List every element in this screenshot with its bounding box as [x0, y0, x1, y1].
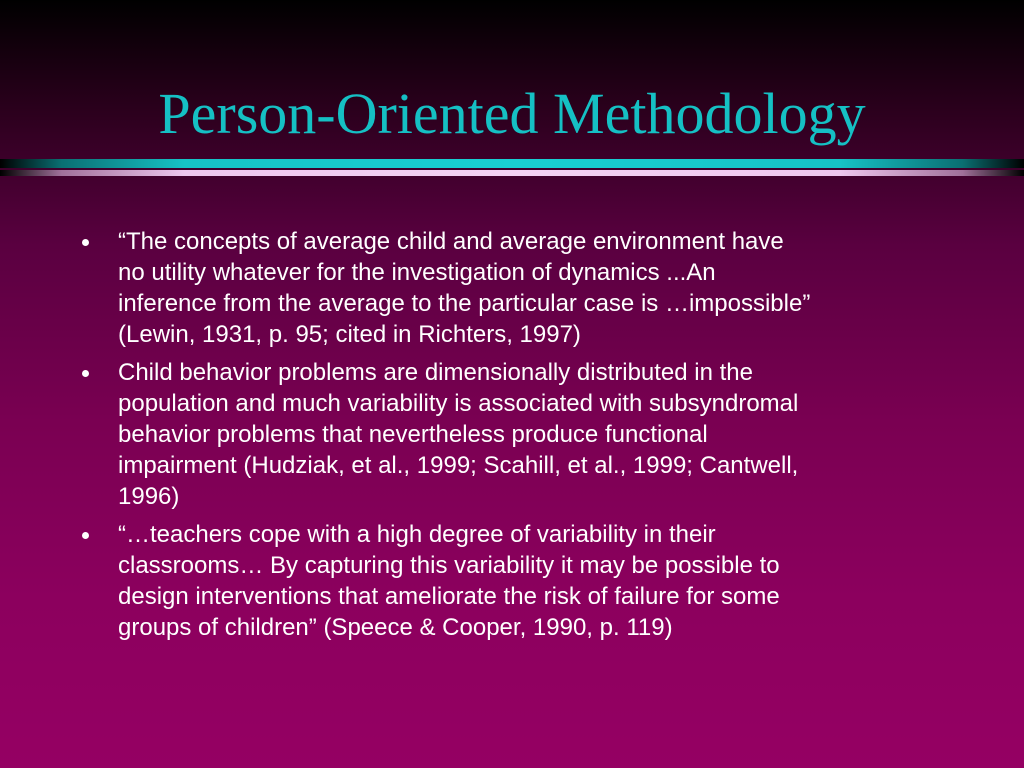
title-divider-pink	[0, 170, 1024, 176]
bullet-line: behavior problems that nevertheless produce functional	[118, 421, 708, 448]
bullet-line: Child behavior problems are dimensionally distributed in the	[118, 359, 754, 386]
bullet-line: “…teachers cope with a high degree of variability in their	[118, 521, 716, 548]
bullet-line: “The concepts of average child and average environment have	[118, 228, 784, 255]
bullet-item-behavior-problems	[78, 357, 968, 512]
bullet-line: (Lewin, 1931, p. 95; cited in Richters, 1997)	[118, 321, 581, 348]
bullet-dot-icon	[82, 239, 89, 246]
slide-title: Person-Oriented Methodology	[158, 81, 866, 146]
bullet-item-speece-quote	[78, 519, 968, 643]
bullet-line: 1996)	[118, 483, 180, 510]
bullet-line: population and much variability is associated with subsyndromal	[118, 390, 799, 417]
bullet-line: classrooms… By capturing this variability it may be possible to	[118, 552, 780, 579]
bullet-line: design interventions that ameliorate the risk of failure for some	[118, 583, 780, 610]
bullet-list	[78, 226, 968, 650]
bullet-line: inference from the average to the particular case is …impossible”	[118, 290, 811, 317]
bullet-line: groups of children” (Speece & Cooper, 1990, p. 119)	[118, 614, 673, 641]
title-divider-teal	[0, 159, 1024, 168]
bullet-dot-icon	[82, 370, 89, 377]
bullet-line: no utility whatever for the investigation of dynamics ...An	[118, 259, 716, 286]
bullet-item-lewin-quote	[78, 226, 968, 350]
bullet-line: impairment (Hudziak, et al., 1999; Scahill, et al., 1999; Cantwell,	[118, 452, 799, 479]
bullet-dot-icon	[82, 532, 89, 539]
